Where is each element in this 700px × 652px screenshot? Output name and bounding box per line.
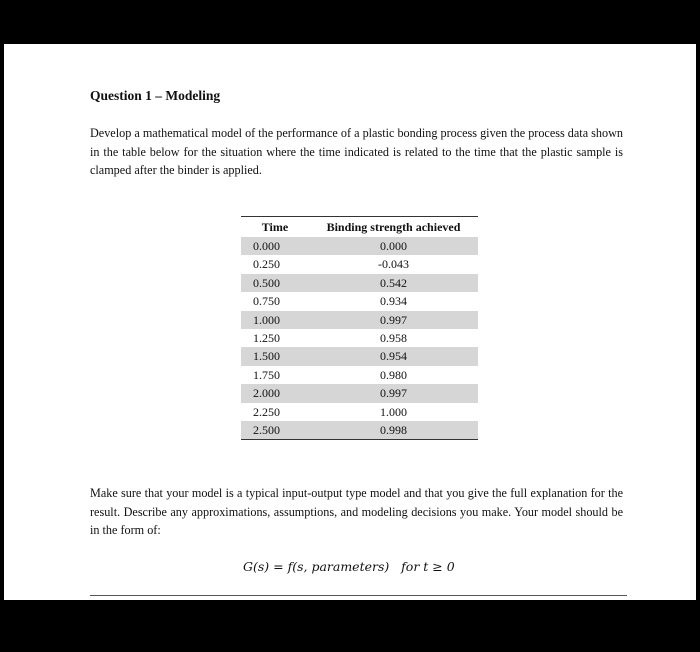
model-formula: G(s) = f(s, parameters) for t ≥ 0 [243,559,455,574]
table-row [241,329,478,347]
table-row [241,274,478,292]
cell-binding-strength: 0.997 [309,384,478,402]
cell-time: 1.250 [253,331,280,346]
table-header-row [241,217,478,238]
cell-time: 0.500 [241,274,309,292]
cell-time: 0.000 [241,237,309,255]
header-time: Time [241,217,309,238]
table-row [241,421,478,440]
horizontal-rule [90,595,627,596]
table-row [241,237,478,255]
cell-time: 2.000 [241,384,309,402]
header-binding-strength: Binding strength achieved [309,217,478,238]
table-row [241,311,478,329]
table-row [241,347,478,365]
cell-binding-strength: 0.998 [309,421,478,440]
table-row [241,384,478,402]
table-row [241,366,478,384]
cell-time: 1.750 [253,367,280,382]
cell-time: 2.500 [241,421,309,440]
cell-binding-strength: 0.934 [380,294,407,309]
cell-binding-strength: 0.542 [309,274,478,292]
cell-time: 1.000 [241,311,309,329]
cell-binding-strength: 0.954 [309,347,478,365]
cell-binding-strength: 0.000 [309,237,478,255]
intro-paragraph: Develop a mathematical model of the performance of a plastic bonding process given the process data shown in the table below for the situation where the time indicated is related to the time that the plastic sample is clamped after the binder is applied. [90,126,623,177]
table-row [241,292,478,310]
cell-binding-strength: -0.043 [378,257,409,272]
question-title: Question 1 – Modeling [90,88,221,103]
table-row [241,403,478,421]
closing-paragraph: Make sure that your model is a typical input-output type model and that you give the full explanation for the result. Describe any approximations, assumptions, and modeling decisions you make. Your model should be in the form of: [90,486,623,537]
cell-time: 0.250 [253,257,280,272]
table-row [241,255,478,273]
cell-time: 2.250 [253,404,280,419]
cell-time: 0.750 [253,294,280,309]
cell-binding-strength: 0.997 [309,311,478,329]
cell-binding-strength: 0.980 [380,367,407,382]
cell-binding-strength: 0.958 [380,331,407,346]
document-page [4,44,696,600]
process-data-table [241,216,478,440]
cell-time: 1.500 [241,347,309,365]
table-body [241,237,478,440]
cell-binding-strength: 1.000 [380,404,407,419]
